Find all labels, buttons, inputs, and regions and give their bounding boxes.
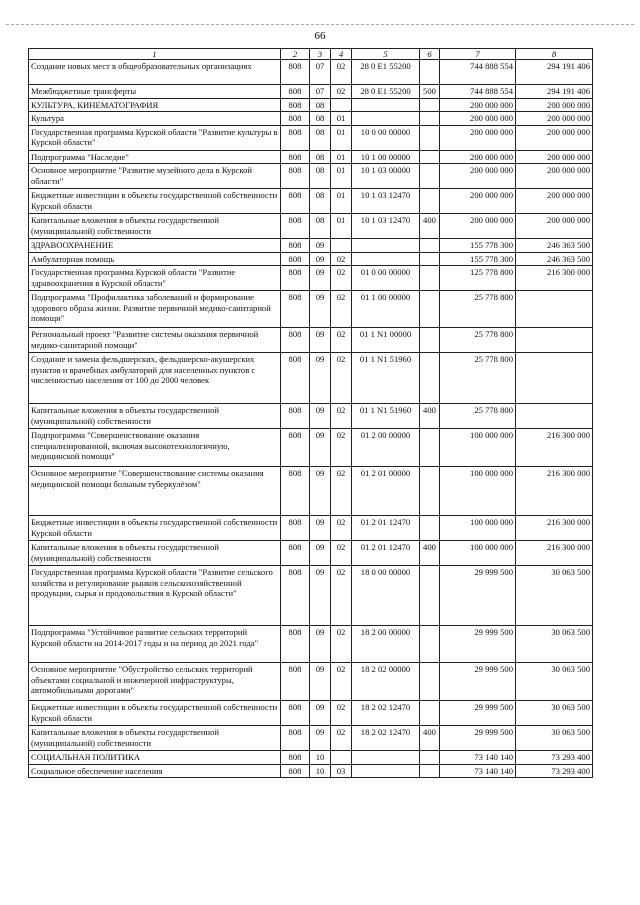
row-target-code: 18 2 02 12470 [352,726,420,751]
table-row [29,252,593,265]
table-row [29,60,593,85]
row-amount-1: 200 000 000 [440,164,516,189]
row-amount-2: 30 063 500 [516,726,593,751]
row-target-code: 28 0 E1 55200 [352,60,420,85]
row-target-code: 01 1 N1 51960 [352,353,420,404]
table-row [29,164,593,189]
table-row [29,429,593,467]
row-code: 808 [281,404,310,429]
row-name: Государственная программа Курской области "Развитие здравоохранения в Курской области" [29,266,281,291]
row-section: 09 [310,663,331,701]
row-name: Региональный проект "Развитие системы оказания первичной медико-санитарной помощи" [29,328,281,353]
table-row [29,516,593,541]
table-row [29,98,593,111]
row-subsection: 02 [331,404,352,429]
table-row [29,566,593,626]
row-section: 09 [310,429,331,467]
row-name: Социальное обеспечение населения [29,764,281,777]
row-expense-type [420,516,440,541]
row-target-code [352,98,420,111]
row-section: 10 [310,764,331,777]
row-amount-1: 155 778 300 [440,252,516,265]
table-row [29,112,593,125]
row-section: 08 [310,164,331,189]
row-amount-2: 73 293 400 [516,764,593,777]
row-code: 808 [281,701,310,726]
table-row [29,541,593,566]
row-expense-type [420,328,440,353]
row-section: 08 [310,112,331,125]
row-amount-2: 30 063 500 [516,566,593,626]
row-subsection [331,98,352,111]
row-amount-2: 294 191 406 [516,60,593,85]
row-target-code: 18 2 00 00000 [352,626,420,663]
row-expense-type [420,566,440,626]
row-target-code: 18 0 00 00000 [352,566,420,626]
row-amount-2: 200 000 000 [516,125,593,150]
page-number: 66 [314,30,326,42]
row-amount-2 [516,291,593,328]
row-amount-2 [516,404,593,429]
budget-table [28,48,593,778]
row-expense-type [420,60,440,85]
row-target-code: 10 1 03 12470 [352,189,420,214]
column-number-row [29,49,593,60]
table-row [29,404,593,429]
row-amount-1: 200 000 000 [440,214,516,239]
row-code: 808 [281,328,310,353]
row-code: 808 [281,726,310,751]
row-amount-1: 200 000 000 [440,112,516,125]
row-subsection: 02 [331,353,352,404]
table-row [29,328,593,353]
col-header: 3 [310,49,331,60]
row-amount-2: 200 000 000 [516,214,593,239]
row-section: 09 [310,726,331,751]
row-amount-1: 25 778 800 [440,328,516,353]
table-row [29,353,593,404]
row-section: 07 [310,60,331,85]
row-name: ЗДРАВООХРАНЕНИЕ [29,239,281,252]
row-section: 09 [310,328,331,353]
row-target-code: 28 0 E1 55200 [352,85,420,98]
table-row [29,239,593,252]
row-code: 808 [281,429,310,467]
row-section: 09 [310,252,331,265]
row-target-code: 18 2 02 00000 [352,663,420,701]
row-amount-2 [516,328,593,353]
row-amount-1: 29 999 500 [440,663,516,701]
row-amount-1: 73 140 140 [440,764,516,777]
row-target-code: 01 2 01 12470 [352,541,420,566]
row-amount-2: 200 000 000 [516,164,593,189]
table-row [29,214,593,239]
row-section: 09 [310,266,331,291]
row-amount-1: 25 778 800 [440,353,516,404]
col-header: 4 [331,49,352,60]
row-name: Основное мероприятие "Обустройство сельских территорий объектами социальной и инженерной инфраструктуры, автомобильными дорогами" [29,663,281,701]
row-target-code: 10 0 00 00000 [352,125,420,150]
row-expense-type: 400 [420,726,440,751]
row-name: Создание новых мест в общеобразовательных организациях [29,60,281,85]
row-subsection: 02 [331,429,352,467]
table-row [29,626,593,663]
row-code: 808 [281,60,310,85]
row-expense-type: 400 [420,404,440,429]
row-section: 07 [310,85,331,98]
row-name: Основное мероприятие "Совершенствование системы оказания медицинской помощи больным туберкулёзом" [29,467,281,516]
row-section: 09 [310,353,331,404]
row-code: 808 [281,751,310,764]
top-rule [6,24,634,25]
row-expense-type [420,150,440,163]
row-name: Подпрограмма "Наследие" [29,150,281,163]
row-amount-1: 73 140 140 [440,751,516,764]
row-subsection: 01 [331,189,352,214]
row-name: Капитальные вложения в объекты государственной (муниципальной) собственности [29,541,281,566]
row-amount-2: 216 300 000 [516,516,593,541]
table-row [29,751,593,764]
row-expense-type: 500 [420,85,440,98]
row-target-code [352,751,420,764]
row-subsection: 02 [331,85,352,98]
row-name: Капитальные вложения в объекты государственной (муниципальной) собственности [29,404,281,429]
row-code: 808 [281,239,310,252]
row-amount-1: 200 000 000 [440,150,516,163]
row-expense-type [420,189,440,214]
row-target-code [352,252,420,265]
row-expense-type [420,125,440,150]
row-subsection: 02 [331,266,352,291]
row-code: 808 [281,291,310,328]
table-row [29,189,593,214]
row-expense-type [420,291,440,328]
row-section: 08 [310,125,331,150]
row-subsection: 01 [331,214,352,239]
table-row [29,663,593,701]
row-subsection: 02 [331,60,352,85]
table-row [29,85,593,98]
row-subsection: 02 [331,626,352,663]
row-code: 808 [281,266,310,291]
col-header: 2 [281,49,310,60]
row-target-code: 10 1 00 00000 [352,150,420,163]
row-section: 08 [310,98,331,111]
table-row [29,467,593,516]
row-expense-type [420,429,440,467]
row-expense-type [420,98,440,111]
row-target-code [352,764,420,777]
row-subsection: 01 [331,125,352,150]
row-amount-1: 744 888 554 [440,85,516,98]
row-name: Капитальные вложения в объекты государственной (муниципальной) собственности [29,726,281,751]
row-expense-type [420,239,440,252]
row-amount-2: 294 191 406 [516,85,593,98]
row-expense-type [420,751,440,764]
table-row [29,125,593,150]
row-code: 808 [281,566,310,626]
row-section: 09 [310,541,331,566]
row-code: 808 [281,626,310,663]
row-name: Бюджетные инвестиции в объекты государственной собственности Курской области [29,516,281,541]
row-expense-type [420,701,440,726]
row-expense-type: 400 [420,214,440,239]
row-expense-type [420,353,440,404]
row-amount-1: 100 000 000 [440,467,516,516]
row-subsection: 02 [331,541,352,566]
row-target-code: 01 0 00 00000 [352,266,420,291]
row-code: 808 [281,85,310,98]
row-code: 808 [281,150,310,163]
row-name: Подпрограмма "Устойчивое развитие сельских территорий Курской области на 2014-2017 годы и на период до 2021 года" [29,626,281,663]
row-amount-1: 155 778 300 [440,239,516,252]
row-target-code: 10 1 03 00000 [352,164,420,189]
row-amount-2: 200 000 000 [516,189,593,214]
table-body [29,60,593,778]
row-amount-1: 100 000 000 [440,541,516,566]
row-section: 08 [310,214,331,239]
row-name: Государственная программа Курской области "Развитие сельского хозяйства и регулирование рынков сельскохозяйственной продукции, сырья и продовольствия в Курской области" [29,566,281,626]
row-amount-1: 100 000 000 [440,429,516,467]
col-header: 7 [440,49,516,60]
row-section: 08 [310,189,331,214]
row-name: Капитальные вложения в объекты государственной (муниципальной) собственности [29,214,281,239]
row-amount-1: 200 000 000 [440,98,516,111]
row-target-code: 01 2 00 00000 [352,429,420,467]
row-code: 808 [281,252,310,265]
row-subsection: 01 [331,112,352,125]
row-name: СОЦИАЛЬНАЯ ПОЛИТИКА [29,751,281,764]
row-subsection: 01 [331,164,352,189]
row-subsection: 02 [331,726,352,751]
row-amount-2: 30 063 500 [516,626,593,663]
row-amount-2: 73 293 400 [516,751,593,764]
row-section: 09 [310,626,331,663]
row-amount-2: 216 300 000 [516,266,593,291]
row-amount-2: 30 063 500 [516,663,593,701]
row-expense-type [420,252,440,265]
row-section: 09 [310,467,331,516]
row-subsection: 02 [331,252,352,265]
row-amount-2: 216 300 000 [516,467,593,516]
row-name: Подпрограмма "Профилактика заболеваний и формирование здорового образа жизни. Развитие первичной медико-санитарной помощи" [29,291,281,328]
row-code: 808 [281,516,310,541]
row-subsection: 02 [331,516,352,541]
row-subsection: 03 [331,764,352,777]
row-name: Амбулаторная помощь [29,252,281,265]
row-name: Основное мероприятие "Развитие музейного дела в Курской области" [29,164,281,189]
row-subsection: 02 [331,701,352,726]
row-target-code [352,112,420,125]
row-subsection: 02 [331,467,352,516]
row-code: 808 [281,125,310,150]
row-expense-type [420,626,440,663]
row-amount-1: 200 000 000 [440,125,516,150]
row-subsection: 02 [331,328,352,353]
col-header: 6 [420,49,440,60]
row-target-code: 01 1 00 00000 [352,291,420,328]
row-expense-type [420,764,440,777]
row-name: Подпрограмма "Совершенствование оказания специализированной, включая высокотехнологичную, медицинской помощи" [29,429,281,467]
row-amount-1: 200 000 000 [440,189,516,214]
row-expense-type [420,164,440,189]
row-target-code [352,239,420,252]
row-amount-2: 200 000 000 [516,112,593,125]
table-row [29,701,593,726]
row-target-code: 18 2 02 12470 [352,701,420,726]
table-row [29,291,593,328]
row-amount-1: 25 778 800 [440,404,516,429]
row-amount-2 [516,353,593,404]
row-amount-2: 30 063 500 [516,701,593,726]
col-header: 1 [29,49,281,60]
row-target-code: 01 1 N1 00000 [352,328,420,353]
row-amount-1: 744 888 554 [440,60,516,85]
row-amount-1: 125 778 800 [440,266,516,291]
row-section: 09 [310,291,331,328]
row-code: 808 [281,164,310,189]
row-subsection [331,751,352,764]
row-name: Бюджетные инвестиции в объекты государственной собственности Курской области [29,189,281,214]
row-amount-2: 246 363 500 [516,239,593,252]
row-amount-1: 29 999 500 [440,726,516,751]
row-name: Бюджетные инвестиции в объекты государственной собственности Курской области [29,701,281,726]
row-amount-1: 29 999 500 [440,626,516,663]
row-amount-2: 216 300 000 [516,541,593,566]
row-subsection [331,239,352,252]
row-amount-1: 100 000 000 [440,516,516,541]
table-row [29,764,593,777]
row-amount-1: 25 778 800 [440,291,516,328]
row-code: 808 [281,541,310,566]
row-amount-1: 29 999 500 [440,566,516,626]
row-expense-type [420,467,440,516]
row-name: Создание и замена фельдшерских, фельдшерско-акушерских пунктов и врачебных амбулаторий для населенных пунктов с численностью населения от 100 до 2000 человек [29,353,281,404]
row-amount-1: 29 999 500 [440,701,516,726]
row-name: Государственная программа Курской области "Развитие культуры в Курской области" [29,125,281,150]
row-code: 808 [281,353,310,404]
row-code: 808 [281,663,310,701]
col-header: 8 [516,49,593,60]
row-name: КУЛЬТУРА, КИНЕМАТОГРАФИЯ [29,98,281,111]
row-subsection: 02 [331,291,352,328]
row-name: Межбюджетные трансферты [29,85,281,98]
row-code: 808 [281,189,310,214]
row-expense-type [420,112,440,125]
row-amount-2: 216 300 000 [516,429,593,467]
row-section: 09 [310,404,331,429]
table-row [29,266,593,291]
row-section: 08 [310,150,331,163]
row-expense-type [420,663,440,701]
row-amount-2: 200 000 000 [516,150,593,163]
row-subsection: 01 [331,150,352,163]
row-target-code: 01 1 N1 51960 [352,404,420,429]
row-subsection: 02 [331,566,352,626]
row-code: 808 [281,467,310,516]
row-target-code: 01 2 01 12470 [352,516,420,541]
row-amount-2: 200 000 000 [516,98,593,111]
row-section: 10 [310,751,331,764]
row-section: 09 [310,516,331,541]
row-code: 808 [281,98,310,111]
row-name: Культура [29,112,281,125]
row-section: 09 [310,566,331,626]
table-row [29,150,593,163]
table-row [29,726,593,751]
row-amount-2: 246 363 500 [516,252,593,265]
row-code: 808 [281,214,310,239]
col-header: 5 [352,49,420,60]
row-expense-type: 400 [420,541,440,566]
row-code: 808 [281,112,310,125]
row-subsection: 02 [331,663,352,701]
row-section: 09 [310,701,331,726]
row-code: 808 [281,764,310,777]
row-expense-type [420,266,440,291]
row-target-code: 01 2 01 00000 [352,467,420,516]
row-target-code: 10 1 03 12470 [352,214,420,239]
row-section: 09 [310,239,331,252]
